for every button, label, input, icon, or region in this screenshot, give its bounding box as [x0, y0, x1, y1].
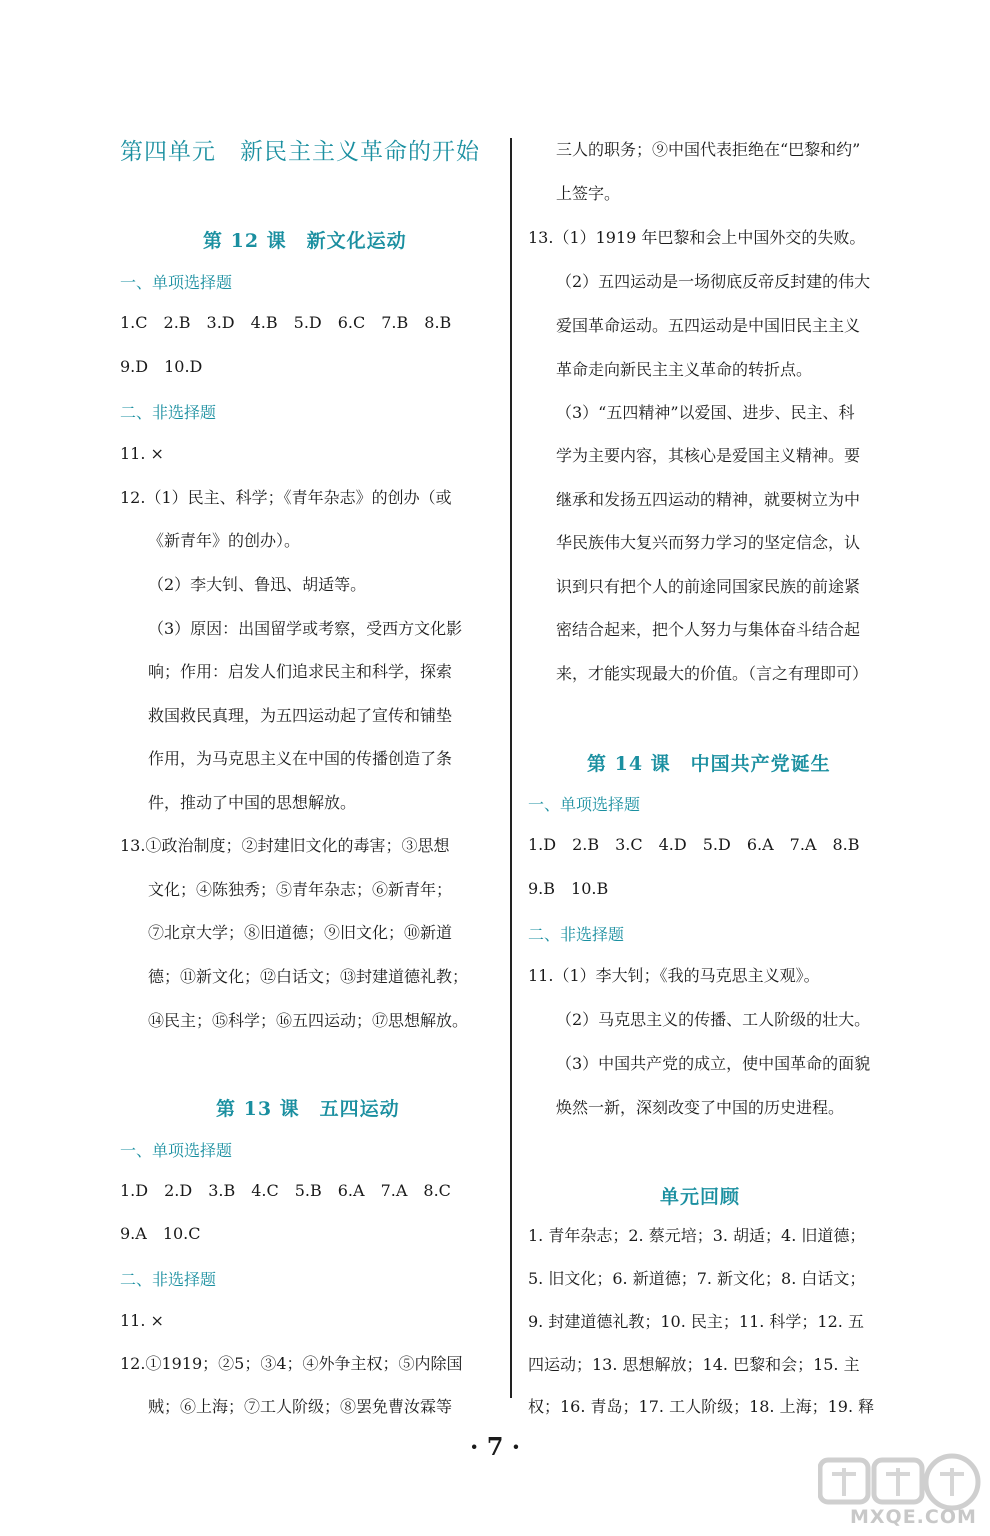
l13-cont-line: （3）“五四精神”以爱国、进步、民主、科 — [556, 403, 855, 422]
lesson-14-title: 第 14 课 中国共产党诞生 — [587, 753, 831, 775]
review-line: 四运动；13. 思想解放；14. 巴黎和会；15. 主 — [528, 1355, 860, 1374]
l13-line: 贼；⑥上海；⑦工人阶级；⑧罢免曹汝霖等 — [148, 1397, 453, 1416]
l13-cont-line: 13.（1）1919 年巴黎和会上中国外交的失败。 — [528, 228, 866, 247]
l14-line: 11.（1）李大钊；《我的马克思主义观》。 — [528, 966, 820, 985]
l13-cont-line: 革命走向新民主主义革命的转折点。 — [556, 360, 813, 379]
l12-line: 作用，为马克思主义在中国的传播创造了条 — [148, 749, 453, 768]
lesson-13-title: 第 13 课 五四运动 — [216, 1098, 400, 1120]
l13-cont-line: 三人的职务；⑨中国代表拒绝在“巴黎和约” — [556, 140, 861, 159]
l12-mc-answers-2: 9.D 10.D — [120, 357, 203, 376]
column-divider — [510, 138, 512, 1398]
l13-cont-line: 华民族伟大复兴而努力学习的坚定信念，认 — [556, 533, 861, 552]
review-line: 1. 青年杂志；2. 蔡元培；3. 胡适；4. 旧道德； — [528, 1226, 866, 1245]
l13-cont-line: 密结合起来，把个人努力与集体奋斗结合起 — [556, 620, 861, 639]
l14-line: （3）中国共产党的成立，使中国革命的面貌 — [556, 1054, 871, 1073]
l12-line: （2）李大钊、鲁迅、胡适等。 — [148, 575, 367, 594]
l12-line: 《新青年》的创办）。 — [148, 531, 301, 550]
l12-section-nonchoice: 二、非选择题 — [120, 403, 217, 422]
review-line: 9. 封建道德礼教；10. 民主；11. 科学；12. 五 — [528, 1312, 864, 1331]
l13-cont-line: （2）五四运动是一场彻底反帝反封建的伟大 — [556, 272, 871, 291]
l14-line: （2）马克思主义的传播、工人阶级的壮大。 — [556, 1010, 871, 1029]
l13-cont-line: 学为主要内容，其核心是爱国主义精神。要 — [556, 446, 861, 465]
l12-line: 件，推动了中国的思想解放。 — [148, 793, 357, 812]
l13-mc-answers-1: 1.D 2.D 3.B 4.C 5.B 6.A 7.A 8.C — [120, 1181, 451, 1200]
l12-mc-answers-1: 1.C 2.B 3.D 4.B 5.D 6.C 7.B 8.B — [120, 313, 452, 332]
l12-section-choice: 一、单项选择题 — [120, 273, 233, 292]
l13-line: 11. × — [120, 1311, 164, 1330]
l12-line: ⑦北京大学；⑧旧道德；⑨旧文化；⑩新道 — [148, 923, 453, 942]
page-number: · 7 · — [470, 1432, 521, 1461]
watermark-text: MXQE.COM — [850, 1506, 977, 1528]
l12-line: 德；⑪新文化；⑫白话文；⑬封建道德礼教； — [148, 967, 469, 986]
l14-line: 焕然一新，深刻改变了中国的历史进程。 — [556, 1098, 845, 1117]
l12-line: 11. × — [120, 444, 164, 463]
l13-cont-line: 爱国革命运动。五四运动是中国旧民主主义 — [556, 316, 861, 335]
l13-line: 12.①1919；②5；③4；④外争主权；⑤内除国 — [120, 1354, 463, 1373]
l14-section-choice: 一、单项选择题 — [528, 795, 641, 814]
l12-line: （3）原因：出国留学或考察，受西方文化影 — [148, 619, 463, 638]
review-title: 单元回顾 — [660, 1186, 741, 1208]
l13-section-nonchoice: 二、非选择题 — [120, 1270, 217, 1289]
l12-line: 响；作用：启发人们追求民主和科学，探索 — [148, 662, 453, 681]
l12-line: ⑭民主；⑮科学；⑯五四运动；⑰思想解放。 — [148, 1011, 469, 1030]
l13-cont-line: 继承和发扬五四运动的精神，就要树立为中 — [556, 490, 861, 509]
review-line: 5. 旧文化；6. 新道德；7. 新文化；8. 白话文； — [528, 1269, 866, 1288]
l12-line: 13.①政治制度；②封建旧文化的毒害；③思想 — [120, 836, 450, 855]
lesson-12-title: 第 12 课 新文化运动 — [203, 230, 407, 252]
review-line: 权；16. 青岛；17. 工人阶级；18. 上海；19. 释 — [528, 1397, 875, 1416]
l14-section-nonchoice: 二、非选择题 — [528, 925, 625, 944]
l13-cont-line: 上签字。 — [556, 184, 621, 203]
l12-line: 救国救民真理，为五四运动起了宣传和铺垫 — [148, 706, 453, 725]
l14-mc-answers-1: 1.D 2.B 3.C 4.D 5.D 6.A 7.A 8.B — [528, 835, 860, 854]
l12-line: 文化；④陈独秀；⑤青年杂志；⑥新青年； — [148, 880, 453, 899]
l14-mc-answers-2: 9.B 10.B — [528, 879, 609, 898]
l13-cont-line: 识到只有把个人的前途同国家民族的前途紧 — [556, 577, 861, 596]
l13-mc-answers-2: 9.A 10.C — [120, 1224, 201, 1243]
unit-title: 第四单元 新民主主义革命的开始 — [120, 139, 480, 165]
l12-line: 12.（1）民主、科学；《青年杂志》的创办（或 — [120, 488, 452, 507]
l13-cont-line: 来，才能实现最大的价值。（言之有理即可） — [556, 664, 869, 683]
l13-section-choice: 一、单项选择题 — [120, 1141, 233, 1160]
